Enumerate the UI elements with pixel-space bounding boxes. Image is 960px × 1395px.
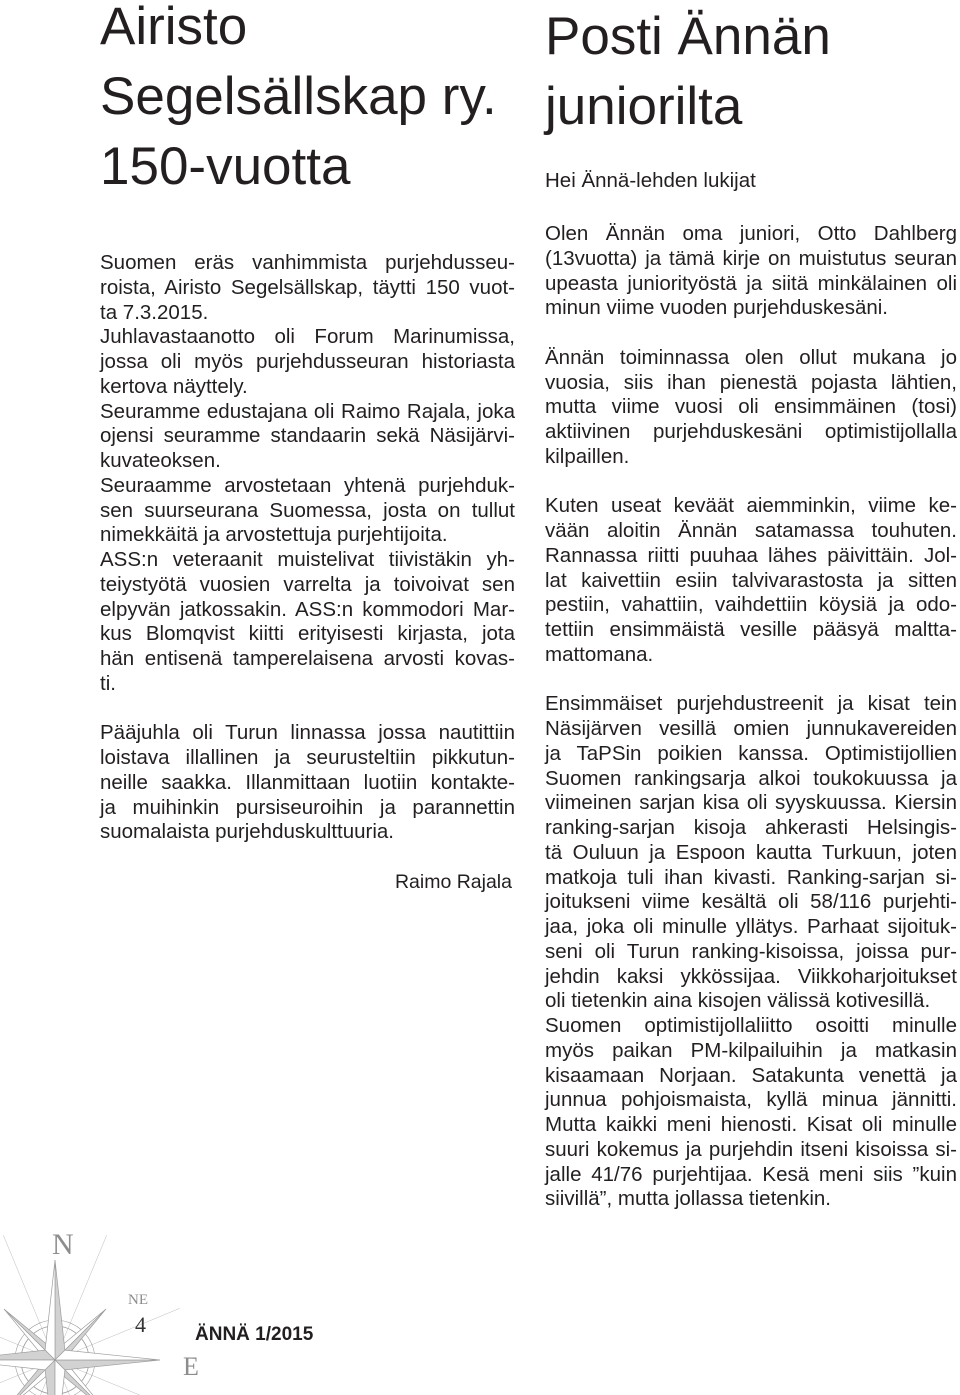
text-line: ASS:n veteraanit muistelivat tiivistäkin yh-	[100, 548, 515, 571]
issue-label: ÄNNÄ 1/2015	[195, 1324, 314, 1345]
text-line: oli tietenkin aina kisojen välissä kotivesillä.	[545, 989, 931, 1013]
text-block	[100, 251, 515, 697]
title-line: Airisto	[100, 0, 248, 56]
text-block	[545, 494, 957, 667]
paragraph	[100, 251, 515, 325]
text-line: ja TaPSin poikien kanssa. Optimistijollien	[545, 741, 957, 765]
left-article-body	[100, 251, 515, 845]
paragraph	[545, 222, 957, 321]
text-line: tä Ouluun ja Espoon kautta Turkuun, joten	[545, 840, 957, 864]
text-line: mattomana.	[545, 642, 654, 666]
text-line: Näsijärven vesillä omien junnukavereiden	[545, 717, 957, 740]
text-block	[545, 222, 957, 321]
text-line: Seuraamme arvostetaan yhtenä purjehduk-	[100, 473, 515, 497]
title-line: juniorilta	[545, 77, 743, 136]
text-line: kuvateoksen.	[100, 449, 221, 472]
paragraph	[545, 1014, 957, 1212]
text-line: jalle 41/76 purjehtijaa. Kesä meni siis ”kuin	[545, 1162, 957, 1186]
paragraph	[545, 494, 957, 667]
text-line: aktiivinen purjehduskesäni optimistijollalla	[545, 420, 957, 443]
author-signature: Raimo Rajala	[394, 871, 512, 893]
compass-rose-icon	[0, 1230, 210, 1395]
text-line: loistava illallinen ja seurusteltiin pikkutun-	[100, 746, 515, 769]
text-line: kisaamaan Norjaan. Satakunta venettä ja	[545, 1063, 957, 1087]
paragraph	[100, 325, 515, 399]
text-line: Seuramme edustajana oli Raimo Rajala, joka	[100, 399, 515, 423]
compass-point	[55, 1350, 160, 1360]
text-line: Olen Ännän oma juniori, Otto Dahlberg	[545, 222, 957, 245]
page-number: 4	[135, 1312, 146, 1337]
compass-point	[45, 1260, 55, 1360]
text-line: Pääjuhla oli Turun linnassa jossa nautittiin	[100, 721, 515, 745]
text-line: kilpaillen.	[545, 444, 630, 468]
letter-greeting: Hei Ännä-lehden lukijat	[545, 169, 756, 192]
compass-point	[0, 1360, 55, 1370]
text-line: upeasta juniorityöstä ja siitä minkälainen oli	[545, 271, 957, 295]
text-block	[545, 692, 957, 1212]
text-line: Suomen rankingsarja alkoi toukokuussa ja	[545, 766, 957, 790]
text-line: nimekkäitä ja arvostettuja purjehtijoita.	[100, 523, 448, 547]
text-line: suuri kokemus ja purjehdin itseni kisoissa si-	[545, 1137, 957, 1161]
text-line: Kuten useat keväät aiemminkin, viime ke-	[545, 494, 957, 518]
right-article-title	[545, 2, 957, 142]
text-line: tettiin ensimmäistä vesille pääsyä maltta-	[545, 618, 957, 641]
text-line: Rannassa riitti puuhaa lähes päivittäin. Jol-	[545, 543, 957, 567]
text-line: Suomen eräs vanhimmista purjehdusseu-	[100, 251, 515, 274]
compass-point	[55, 1360, 160, 1370]
text-line: ja muihinkin pursiseuroihin ja parannettin	[100, 795, 515, 819]
text-line: ti.	[100, 671, 116, 695]
text-line: minun viime vuoden purjehduskesäni.	[545, 296, 889, 320]
text-line: seni oli Turun ranking-kisoissa, joissa pur-	[545, 939, 957, 963]
text-line: Ännän toiminnassa olen ollut mukana jo	[545, 345, 957, 369]
text-line: ranking-sarjan kisoja ahkerasti Helsingis-	[545, 816, 957, 839]
text-line: pestiin, vahattiin, vaihdettiin köysiä ja odo-	[545, 593, 957, 617]
text-line: siivillä”, mutta jollassa tietenkin.	[545, 1187, 831, 1211]
text-line: teiystyötä vuosien varrelta ja toivoivat sen	[100, 572, 515, 596]
compass-label-northeast: NE	[128, 1292, 148, 1308]
text-line: joitukseni viime kesältä oli 58/116 purjehti-	[545, 890, 957, 914]
title-line: 150-vuotta	[100, 137, 351, 196]
text-line: junnua pohjoismaista, kyllä minua jännitti.	[545, 1088, 957, 1112]
text-line: mutta viime vuosi oli ensimmäinen (tosi)	[545, 395, 957, 419]
text-line: jaa, joka oli minulle yllätys. Parhaat sijoituk-	[545, 915, 957, 938]
right-article-body	[545, 222, 957, 1212]
text-line: (13vuotta) ja tämä kirje on muistutus seuran	[545, 246, 957, 270]
text-line: lat kaivettiin esiin talvivarastosta ja sitten	[545, 568, 957, 592]
paragraph	[100, 548, 515, 697]
compass-point	[55, 1260, 65, 1360]
paragraph	[100, 474, 515, 548]
paragraph	[100, 721, 515, 845]
text-block	[100, 721, 515, 845]
text-block	[545, 346, 957, 470]
text-line: roista, Airisto Segelsällskap, täytti 150 vuot-	[100, 275, 515, 299]
text-line: vään aloitin Ännän satamassa touhuten.	[545, 519, 957, 542]
title-line: Posti Ännän	[545, 7, 831, 66]
paragraph	[100, 400, 515, 474]
left-article-title	[100, 0, 515, 202]
compass-point	[0, 1350, 55, 1360]
text-line: elpyvän jatkossakin. ASS:n kommodori Mar-	[100, 597, 515, 621]
text-line: viimeinen sarjan kisa oli syyskuussa. Kiersin	[545, 791, 957, 815]
paragraph	[545, 692, 957, 1014]
compass-label-east: E	[183, 1352, 199, 1381]
text-line: kus Blomqvist kiitti erityisesti kirjasta, jota	[100, 622, 515, 646]
text-line: jossa oli myös purjehdusseuran historiasta	[100, 350, 515, 373]
text-line: ojensi seuramme standaarin sekä Näsijärvi-	[100, 424, 515, 448]
text-line: kertova näyttely.	[100, 374, 248, 398]
paragraph	[545, 346, 957, 470]
compass-label-north: N	[52, 1228, 74, 1261]
text-line: Ensimmäiset purjehdustreenit ja kisat tein	[545, 692, 957, 716]
text-line: sen suurseurana Suomessa, josta on tullut	[100, 498, 515, 522]
text-line: suomalaista purjehduskulttuuria.	[100, 820, 394, 844]
text-line: hän entisenä tamperelaisena arvosti kovas-	[100, 647, 515, 670]
text-line: vuosia, siis ihan pienestä pojasta lähtien,	[545, 370, 957, 394]
text-line: neille saakka. Illanmittaan luotiin kontakte-	[100, 770, 515, 794]
text-line: Suomen optimistijollaliitto osoitti minulle	[545, 1014, 957, 1037]
title-line: Segelsällskap ry.	[100, 67, 497, 126]
text-line: matkoja tuli ihan kivasti. Ranking-sarjan si-	[545, 865, 957, 889]
text-line: myös paikan PM-kilpailuihin ja matkasin	[545, 1038, 957, 1062]
text-line: ta 7.3.2015.	[100, 300, 209, 324]
text-line: jehdin kaksi ykkössijaa. Viikkoharjoitukset	[545, 964, 957, 988]
text-line: Mutta kaikki meni hienosti. Kisat oli minulle	[545, 1113, 957, 1136]
text-line: Juhlavastaanotto oli Forum Marinumissa,	[100, 325, 515, 349]
